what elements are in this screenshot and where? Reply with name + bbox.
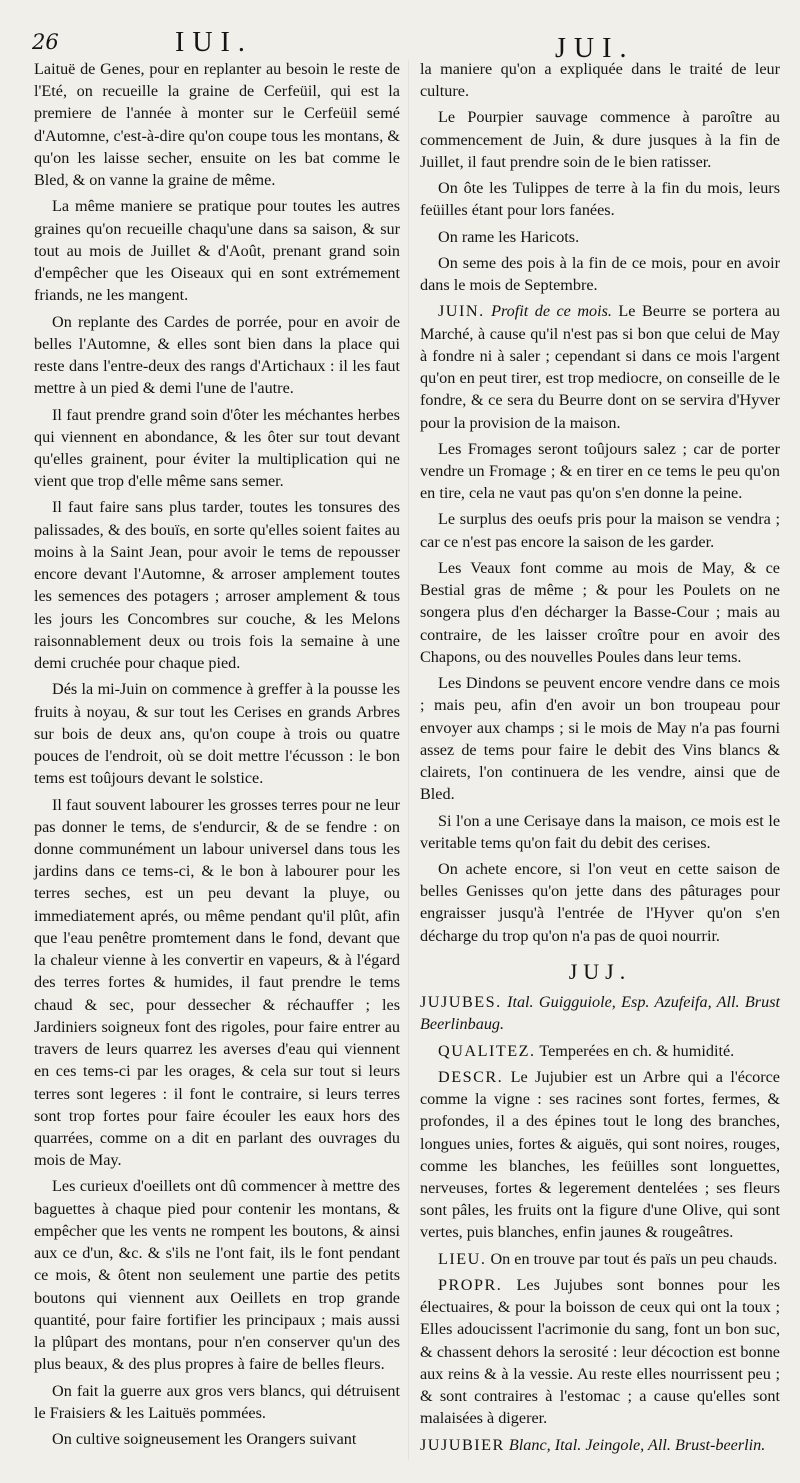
lieu-label: LIEU. bbox=[438, 1249, 487, 1268]
jujubes-entry bbox=[420, 991, 780, 1035]
juin-text: Le Beurre se portera au Marché, à cause qu'il n'est pas si bon que celui de May à fondre ni à saler ; cependant si dans ce mois l'argent qu'on en peut tirer, est trop mediocre, on conseille de le fondre, & ce sera du Beurre dont on se servira d'Hyver pour la provision de la maison. bbox=[420, 302, 781, 432]
juin-entry bbox=[420, 300, 780, 433]
paragraph: la maniere qu'on a expliquée dans le traité de leur culture. bbox=[420, 60, 780, 101]
descr-label: DESCR. bbox=[438, 1067, 504, 1086]
section-heading: JUJ. bbox=[568, 958, 632, 984]
paragraph: On cultive soigneusement les Orangers suivant bbox=[52, 1430, 357, 1449]
jujubier-text: Blanc, Ital. Jeingole, All. Brust-beerlin. bbox=[508, 1435, 766, 1454]
running-title-right: JUI. bbox=[555, 33, 635, 64]
qualitez-text: Temperées en ch. & humidité. bbox=[539, 1041, 735, 1060]
qualitez-label: QUALITEZ. bbox=[438, 1041, 536, 1060]
paragraph: On seme des pois à la fin de ce mois, pour en avoir dans le mois de Septembre. bbox=[420, 253, 780, 295]
paragraph: Il faut faire sans plus tarder, toutes les tonsures des palissades, & des bouïs, en sorte qu'elles soient faites au moins à la Saint Jean, pour avoir le tems de repousser encore devant l'Automne, & arroser amplement toutes les semences des potagers ; arroser amplement & tous les jours les Concombres sur couche, & les Melons raisonnablement deux ou trois fois la semaine à une demi cruchée pour chaque pied. bbox=[34, 498, 400, 673]
paragraph: La même maniere se pratique pour toutes les autres graines qu'on recueille chaqu'une dans sa saison, & sur tout au mois de Juillet & d'Août, prenant grand soin d'empêcher que les Oiseaux qui en sont extrémement friands, ne les mangent. bbox=[34, 197, 400, 305]
propr-label: PROPR. bbox=[438, 1275, 503, 1294]
paragraph: Les Veaux font comme au mois de May, & ce Bestial gras de même ; & pour les Poulets on ne songera plus d'en décharger la Basse-Cour ; mais au contraire, de les laisser croître pour en avoir des Chapons, ou des nouvelles Poules dans leur tems. bbox=[420, 558, 780, 666]
right-column bbox=[420, 58, 780, 1460]
lieu-entry bbox=[420, 1248, 780, 1270]
paragraph: Le Pourpier sauvage commence à paroître au commencement de Juin, & dure jusques à la fin de Juillet, il faut prendre soin de le bien ratisser. bbox=[420, 108, 780, 171]
paragraph: Il faut prendre grand soin d'ôter les méchantes herbes qui viennent en abondance, & les ôter sur tout devant qu'elles grainent, pour éviter la multiplication qui ne vient que trop d'elle même sans semer. bbox=[34, 405, 400, 491]
paragraph: Le surplus des oeufs pris pour la maison se vendra ; car ce n'est pas encore la saison de les garder. bbox=[420, 510, 780, 551]
paragraph: On fait la guerre aux gros vers blancs, qui détruisent le Fraisiers & les Laituës pommées. bbox=[34, 1381, 400, 1422]
paragraph: On ôte les Tulippes de terre à la fin du mois, leurs feüilles étant pour lors fanées. bbox=[420, 179, 780, 220]
left-column bbox=[34, 58, 400, 1454]
propr-entry bbox=[420, 1274, 780, 1430]
qualitez-entry bbox=[420, 1040, 780, 1062]
juin-subtitle: Profit de ce mois. bbox=[491, 302, 612, 321]
page-number: 26 bbox=[32, 30, 59, 54]
propr-text: Les Jujubes sont bonnes pour les électuaires, & pour la boisson de ceux qui ont la toux ; Elles adoucissent l'acrimonie du sang, font un bon suc, & chassent dehors la serosité : leur décoction est bonne aux reins & à la vessie. Au reste elles nourrissent peu ; & sont contraires à l'estomac ; a cause qu'elles sont malaisées à digerer. bbox=[420, 1275, 780, 1428]
running-title-left: IUI. bbox=[175, 27, 253, 58]
jujubes-label: JUJUBES. bbox=[420, 993, 502, 1012]
paragraph: On replante des Cardes de porrée, pour en avoir de belles l'Automne, & elles sont bien dans la place qui reste dans l'entre-deux des rangs d'Artichaux : il les faut mettre à un pied & demi l'une de l'autre. bbox=[34, 312, 400, 398]
column-gutter bbox=[408, 60, 409, 1460]
paragraph: Il faut souvent labourer les grosses terres pour ne leur pas donner le tems, de s'endurcir, & de se fendre : on donne communément un labour universel dans tous les jardins dans ce tems-ci, & le bon à labourer pour les terres seches, est un peu devant la pluye, ou immediatement aprés, ou même pendant qu'il plût, afin que l'eau penêtre promtement dans le fond, devant que la chaleur vienne à les convertir en vapeurs, & à l'égard des terres fortes & humides, il faut prendre le tems chaud & sec, pour dessecher & réchauffer ; les Jardiniers soigneux font des rigoles, pour faire entrer au travers de leurs quarrez les averses d'eau qui viennent en ces tems-ci par les orages, & cela sur tout si leurs terres sont legeres : il font le contraire, si leurs terres sont trop fortes pour faire écouler les eaux hors des quarrées, comme on a dit en parlant des ouvrages du mois de May. bbox=[34, 795, 400, 1170]
lieu-text: On en trouve par tout és païs un peu chauds. bbox=[490, 1249, 778, 1268]
jujubier-label: JUJUBIER bbox=[420, 1435, 505, 1454]
paragraph: Laituë de Genes, pour en replanter au besoin le reste de l'Eté, on recueille la graine de Cerfeüil, qui est la premiere de l'année à monter sur le Cerfeüil semé d'Automne, c'est-à-dire qu'on coupe tous les montans, & qu'on les laisse secher, ensuite on les bat comme le Bled, & on vanne la graine de même. bbox=[34, 60, 400, 190]
paragraph: Les Dindons se peuvent encore vendre dans ce mois ; mais peu, afin d'en avoir un bon troupeau pour envoyer aux champs ; si le mois de May n'a pas fourni assez de tems pour faire le debit des Vins blancs & clairets, l'on continuera de les vendre, ainsi que de Bled. bbox=[420, 674, 780, 804]
paragraph: Les Fromages seront toûjours salez ; car de porter vendre un Fromage ; & en tirer en ce tems le peu qu'on en tire, cela ne vaut pas qu'on s'en donne la peine. bbox=[420, 439, 780, 503]
paragraph: Si l'on a une Cerisaye dans la maison, ce mois est le veritable tems qu'on fait du debit des cerises. bbox=[420, 811, 780, 852]
paragraph: On rame les Haricots. bbox=[438, 227, 580, 246]
descr-entry bbox=[420, 1066, 780, 1244]
paragraph: Les curieux d'oeillets ont dû commencer à mettre des baguettes à chaque pied pour contenir les montans, & empêcher que les vents ne rompent les boutons, & ainsi aux ce d'un, &c. & s'ils ne l'ont fait, ils le font pendant ce mois, & ôtent non seulement une partie des petits boutons qui viennent aux Oeillets en trop grande quantité, pour faire fortifier les principaux ; mais aussi la plûpart des montans, pour n'en conserver qu'un des plus beaux, & des plus propres à faire de belles fleurs. bbox=[34, 1177, 400, 1374]
juin-label: JUIN. bbox=[438, 302, 485, 321]
descr-text: Le Jujubier est un Arbre qui a l'écorce comme la vigne : ses racines sont fortes, fermes, & profondes, il a des épines tout le long des branches, longues unies, fortes & aiguës, qui sont noires, rouges, comme les blanches, les feüilles sont longuettes, nerveuses, fortes & legerement dentelées ; ses fleurs sont pâles, les fruits ont la figure d'une Olive, qui sont vertes, puis blanches, enfin jaunes & rougeâtres. bbox=[420, 1067, 780, 1242]
paragraph: Dés la mi-Juin on commence à greffer à la pousse les fruits à noyau, & sur tout les Cerises en grands Arbres sur bois de deux ans, qu'on coupe à trois ou quatre pouces de l'endroit, où se doit mettre l'écusson : le bon tems est toûjours devant le solstice. bbox=[34, 680, 400, 788]
jujubes-names: Ital. Guigguiole, Esp. Azufeifa, All. Brust Beerlinbaug. bbox=[420, 993, 781, 1034]
jujubier-entry bbox=[420, 1434, 780, 1456]
paragraph: On achete encore, si l'on veut en cette saison de belles Genisses qu'on jette dans des pâturages pour engraisser jusqu'à l'entrée de l'Hyver qu'on s'en décharge du trop qu'on n'a pas de quoi nourrir. bbox=[420, 859, 780, 945]
